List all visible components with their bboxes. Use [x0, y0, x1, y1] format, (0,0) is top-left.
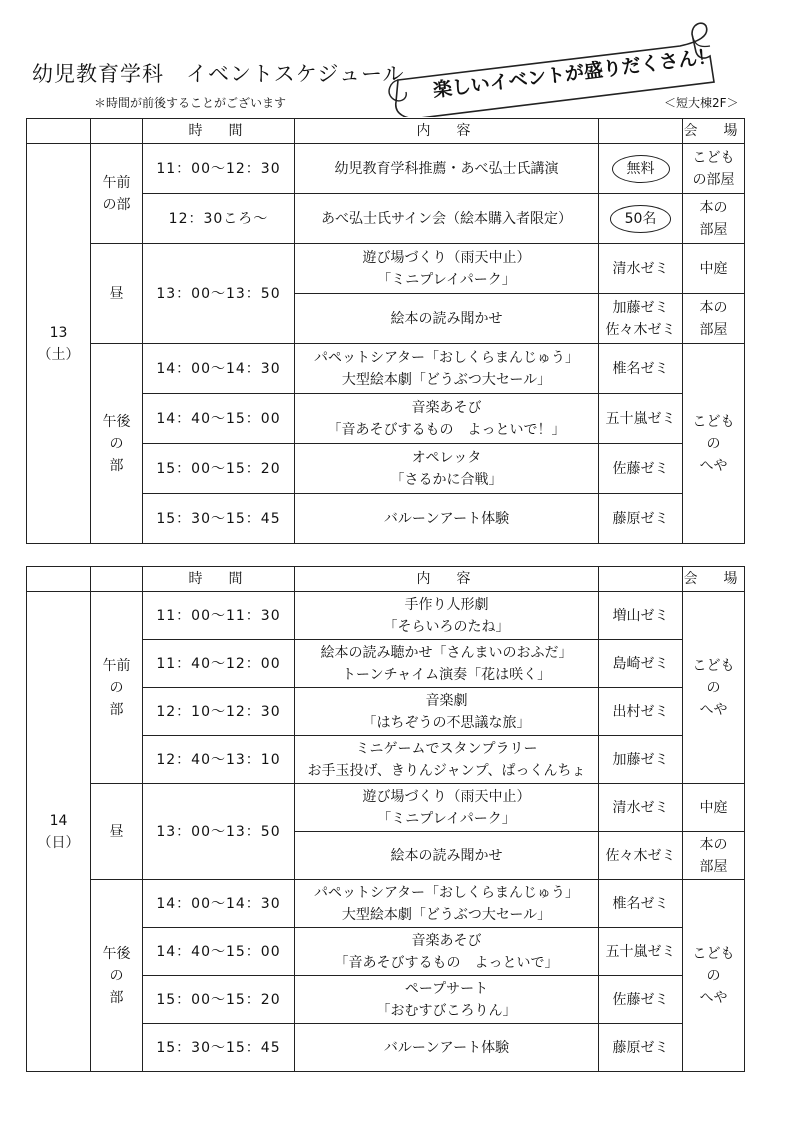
session-label-line: の部: [102, 196, 131, 213]
note-cell: 増山ゼミ: [599, 592, 683, 640]
time-cell: 13：00〜13：50: [143, 244, 295, 344]
time-cell: 15：00〜15：20: [143, 976, 295, 1024]
session-label-line: 部: [109, 457, 124, 474]
note-cell: 清水ゼミ: [599, 784, 683, 832]
venue-line: へや: [699, 457, 728, 474]
content-cell: [295, 344, 599, 394]
note-cell: 佐藤ゼミ: [599, 976, 683, 1024]
header-content: 内 容: [295, 567, 599, 592]
time-cell: 11：00〜11：30: [143, 592, 295, 640]
content-line: 絵本の読み聴かせ「さんまいのおふだ」: [320, 644, 573, 661]
content-line: 手作り人形劇: [404, 596, 489, 613]
session-label-line: 午後: [102, 413, 131, 430]
content-line: 音楽あそび: [411, 932, 482, 949]
content-line: バルーンアート体験: [383, 510, 510, 527]
note-cell: 藤原ゼミ: [599, 1024, 683, 1072]
day-number: 14: [49, 812, 68, 829]
content-line: 音楽劇: [425, 692, 468, 709]
content-line: 大型絵本劇「どうぶつ大セール」: [341, 371, 552, 388]
content-line: あべ弘士氏サイン会（絵本購入者限定）: [320, 210, 573, 227]
content-line: 「ミニプレイパーク」: [377, 271, 516, 288]
content-line: 大型絵本劇「どうぶつ大セール」: [341, 906, 552, 923]
content-line: ミニゲームでスタンプラリー: [355, 740, 538, 757]
note-cell: 出村ゼミ: [599, 688, 683, 736]
note-cell: 五十嵐ゼミ: [599, 928, 683, 976]
session-label-line: の: [109, 967, 124, 984]
content-line: パペットシアター「おしくらまんじゅう」: [313, 884, 580, 901]
header-note: [599, 567, 683, 592]
header-blank: [27, 119, 91, 144]
content-line: 「ミニプレイパーク」: [377, 810, 516, 827]
content-cell: [295, 736, 599, 784]
header-time: 時 間: [143, 119, 295, 144]
session-label-pm: [91, 344, 143, 544]
time-cell: 12：40〜13：10: [143, 736, 295, 784]
time-cell: 13：00〜13：50: [143, 784, 295, 880]
day-cell-13: [27, 144, 91, 544]
free-badge: 無料: [612, 155, 670, 183]
time-cell: 14：40〜15：00: [143, 394, 295, 444]
header-venue: 会 場: [683, 567, 745, 592]
day-weekday: （土）: [37, 346, 80, 363]
venue-line: 本の: [699, 299, 728, 316]
content-cell: [295, 244, 599, 294]
content-cell: [295, 144, 599, 194]
note-cell: [599, 144, 683, 194]
venue-cell: [683, 344, 745, 544]
venue-line: へや: [699, 701, 728, 718]
venue-line: の: [706, 435, 721, 452]
content-cell: [295, 194, 599, 244]
session-label-pm: [91, 880, 143, 1072]
content-line: 遊び場づくり（雨天中止）: [362, 788, 531, 805]
time-cell: 15：00〜15：20: [143, 444, 295, 494]
note-cell: 加藤ゼミ: [599, 736, 683, 784]
content-cell: [295, 294, 599, 344]
venue-line: の: [706, 967, 721, 984]
content-line: 絵本の読み聞かせ: [390, 847, 503, 864]
time-cell: 14：40〜15：00: [143, 928, 295, 976]
time-cell: 14：00〜14：30: [143, 344, 295, 394]
header-blank: [27, 567, 91, 592]
session-label-am: [91, 592, 143, 784]
day-weekday: （日）: [37, 834, 80, 851]
content-line: 「そらいろのたね」: [383, 618, 510, 635]
time-cell: 12：10〜12：30: [143, 688, 295, 736]
content-line: お手玉投げ、きりんジャンプ、ぱっくんちょ: [307, 762, 586, 779]
day-number: 13: [49, 324, 68, 341]
content-line: 遊び場づくり（雨天中止）: [362, 249, 531, 266]
note-cell: 藤原ゼミ: [599, 494, 683, 544]
time-cell: 12：30ころ〜: [143, 194, 295, 244]
time-cell: 11：00〜12：30: [143, 144, 295, 194]
content-line: トーンチャイム演奏「花は咲く」: [341, 666, 552, 683]
venue-cell: 中庭: [683, 784, 745, 832]
content-line: 「音あそびするもの よっといで」: [334, 954, 559, 971]
venue-cell: [683, 144, 745, 194]
content-line: 絵本の読み聞かせ: [390, 310, 503, 327]
header-note: [599, 119, 683, 144]
session-label-am: [91, 144, 143, 244]
venue-cell: 中庭: [683, 244, 745, 294]
content-cell: [295, 784, 599, 832]
note-cell: 島崎ゼミ: [599, 640, 683, 688]
content-line: 「おむすびころりん」: [376, 1002, 517, 1019]
session-label-line: 午後: [102, 945, 131, 962]
content-cell: [295, 928, 599, 976]
venue-line: 部屋: [699, 321, 728, 338]
content-line: ペープサート: [404, 980, 489, 997]
note-cell: 椎名ゼミ: [599, 344, 683, 394]
content-cell: [295, 832, 599, 880]
content-line: 幼児教育学科推薦・あべ弘士氏講演: [334, 160, 559, 177]
content-line: 「音あそびするもの よっといで！」: [327, 421, 566, 438]
venue-line: の部屋: [692, 171, 735, 188]
venue-line: の: [706, 679, 721, 696]
venue-cell: [683, 832, 745, 880]
content-line: 「はちぞうの不思議な旅」: [362, 714, 531, 731]
venue-cell: [683, 880, 745, 1072]
content-cell: [295, 976, 599, 1024]
session-label-line: 部: [109, 701, 124, 718]
session-label-line: の: [109, 679, 124, 696]
time-change-note: ＊時間が前後することがございます: [94, 96, 287, 110]
note-cell: 五十嵐ゼミ: [599, 394, 683, 444]
venue-line: こども: [692, 149, 735, 166]
page-title: 幼児教育学科 イベントスケジュール: [32, 62, 405, 86]
content-line: オペレッタ: [411, 449, 482, 466]
venue-cell: [683, 194, 745, 244]
note-cell: [599, 194, 683, 244]
content-cell: [295, 688, 599, 736]
content-line: パペットシアター「おしくらまんじゅう」: [313, 349, 580, 366]
content-cell: [295, 592, 599, 640]
venue-line: へや: [699, 989, 728, 1006]
venue-line: 部屋: [699, 858, 728, 875]
session-label-line: 部: [109, 989, 124, 1006]
session-label-noon: 昼: [91, 244, 143, 344]
time-cell: 14：00〜14：30: [143, 880, 295, 928]
note-line: 佐々木ゼミ: [605, 321, 676, 338]
note-cell: 佐藤ゼミ: [599, 444, 683, 494]
content-cell: [295, 394, 599, 444]
time-cell: 15：30〜15：45: [143, 494, 295, 544]
header-venue: 会 場: [683, 119, 745, 144]
content-cell: [295, 640, 599, 688]
venue-line: 本の: [699, 199, 728, 216]
session-label-line: 午前: [102, 174, 131, 191]
content-cell: [295, 444, 599, 494]
venue-line: こども: [692, 413, 735, 430]
session-label-noon: 昼: [91, 784, 143, 880]
venue-line: こども: [692, 945, 735, 962]
content-line: バルーンアート体験: [383, 1039, 510, 1056]
banner-text: 楽しいイベントが盛りだくさん！: [431, 45, 718, 102]
note-line: 加藤ゼミ: [612, 299, 669, 316]
capacity-badge: 50名: [610, 205, 672, 233]
location-note: ＜短大棟2F＞: [664, 96, 739, 110]
time-cell: 11：40〜12：00: [143, 640, 295, 688]
venue-cell: [683, 294, 745, 344]
schedule-table-13: [26, 118, 745, 544]
venue-cell: [683, 592, 745, 784]
note-cell: 清水ゼミ: [599, 244, 683, 294]
content-line: 「さるかに合戦」: [390, 471, 503, 488]
session-label-line: 午前: [102, 657, 131, 674]
note-cell: 佐々木ゼミ: [599, 832, 683, 880]
content-line: 音楽あそび: [411, 399, 482, 416]
content-cell: [295, 494, 599, 544]
header-content: 内 容: [295, 119, 599, 144]
header-blank: [91, 567, 143, 592]
venue-line: 部屋: [699, 221, 728, 238]
note-cell: [599, 294, 683, 344]
header-time: 時 間: [143, 567, 295, 592]
venue-line: 本の: [699, 836, 728, 853]
content-cell: [295, 880, 599, 928]
header-blank: [91, 119, 143, 144]
time-cell: 15：30〜15：45: [143, 1024, 295, 1072]
day-cell-14: [27, 592, 91, 1072]
session-label-line: の: [109, 435, 124, 452]
schedule-table-14: [26, 566, 745, 1072]
content-cell: [295, 1024, 599, 1072]
note-cell: 椎名ゼミ: [599, 880, 683, 928]
venue-line: こども: [692, 657, 735, 674]
